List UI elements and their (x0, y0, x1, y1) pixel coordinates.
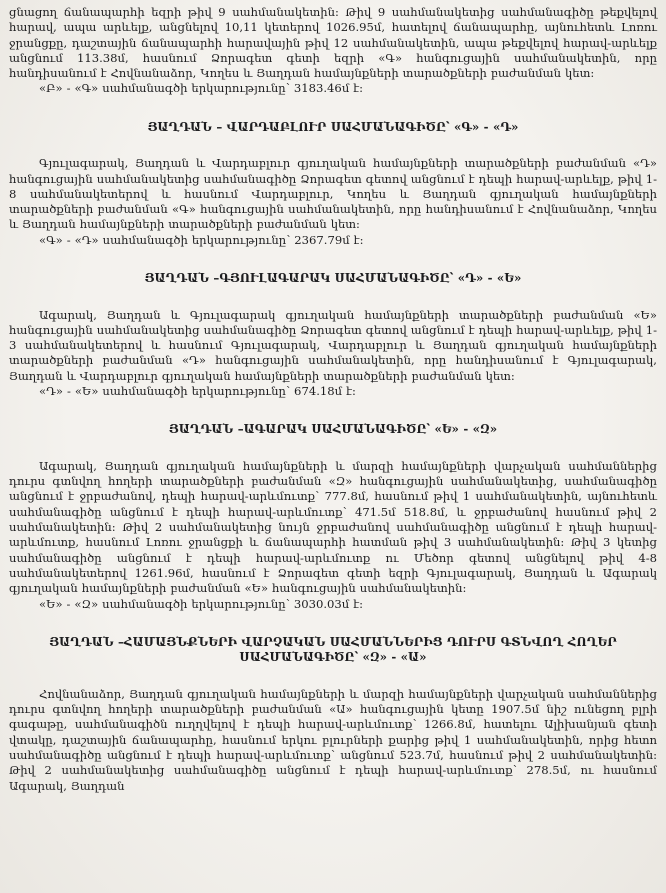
document-body (9, 5, 657, 794)
boundary-length-statement: «Դ» - «Ե» սահմանագծի երկարությունը՝ 674.18մ է: (39, 384, 356, 399)
section-heading: ՅԱՂԴԱՆ –ԳՅՈՒԼԱԳԱՐԱԿ ՍԱՀՄԱՆԱԳԻԾԸ՝ «Դ» - «Ե» (144, 271, 522, 286)
paragraph: Ագարակ, Յաղդան և Գյուլագարակ գյուղական համայնքների տարածքների բաժանման «Ե» հանգուցային սահմանակետից սահմանագիծը Ձորագետ գետով անցնում է դեպի հարավ-արևելք, թիվ 1-3 սահմանակետերով և հասնում Գյուլագարակ, Վարդաբլուր և Յաղդան գյուղական համայնքների տարածքների բաժանման «Դ» հանգուցային սահմանակետին, որը հանդիսանում է Գյուլագարակ, Յաղդան և Վարդաբլուր գյուղական համայնքների տարածքների բաժանման կետ: (9, 307, 657, 383)
section-heading: ՅԱՂԴԱՆ – ՎԱՐԴԱԲԼՈՒՐ ՍԱՀՄԱՆԱԳԻԾԸ՝ «Գ» - «Դ» (147, 119, 519, 134)
paragraph: ցնացող ճանապարհի եզրի թիվ 9 սահմանակետին: Թիվ 9 սահմանակետից սահմանագիծը թեքվելով հարավ, ապա արևելք, անցնելով 10,11 կետերով 1026.95մ, հատելով ճանապարհը, այնուհետև Լոռու ջրանցքը, դաշտային ճանապարհի հարավային թիվ 12 սահմանակետին, ապա թեքվելով հարավ-արևելք անցնում 113.38մ, հասնում Ձորագետ գետի եզրի «Գ» հանգուցային սահմանակետին, որը հանդիսանում է Հովնանաձոր, Կողես և Յաղդան համայնքների տարածքների բաժանման կետ: (9, 5, 657, 81)
boundary-length-statement: «Ե» - «Զ» սահմանագծի երկարությունը՝ 3030.03մ է: (39, 596, 364, 611)
paragraph: Ագարակ, Յաղդան գյուղական համայնքների և մարզի համայնքների վարչական սահմաններից դուրս գտնվող հողերի տարածքների բաժանման «Զ» հանգուցային սահմանակետից, սահմանագիծը անցնում է ջրբաժանով, դեպի հարավ-արևմուտք՝ 777.8մ, հասնում թիվ 1 սահմանակետին, այնուհետև սահմանագիծը անցնում է դեպի հարավ-արևմուտք՝ 471.5մ 518.8մ, և ջրբաժանով հասնում թիվ 2 սահմանակետին: Թիվ 2 սահմանակետից նույն ջրբաժանով սահմանագիծը անցնում է դեպի հարավ-արևմուտք, հասնում Լոռու ջրանցքի և ճանապարհի հատման թիվ 3 սահմանակետին: Թիվ 3 կետից սահմանագիծը անցնում է դեպի հարավ-արևմուտք ու Մեծոր գետով անցնելով թիվ 4-8 սահմանակետերով 1261.96մ, հասնում է Ձորագետ գետի եզրի Գյուլագարակ, Յաղդան և Ագարակ գյուղական համայնքների բաժանման «Ե» հանգուցային սահմանակետին: (9, 458, 657, 596)
boundary-length-statement: «Բ» - «Գ» սահմանագծի երկարությունը՝ 3183.46մ է: (39, 81, 364, 96)
section-heading: ՅԱՂԴԱՆ –ՀԱՄԱՅՆՔՆԵՐԻ ՎԱՐՉԱԿԱՆ ՍԱՀՄԱՆՆԵՐԻՑ ԴՈՒՐՍ ԳՏՆՎՈՂ ՀՈՂԵՐ ՍԱՀՄԱՆԱԳԻԾԸ՝ «Զ» - «Ա» (49, 634, 617, 665)
section-heading: ՅԱՂԴԱՆ –ԱԳԱՐԱԿ ՍԱՀՄԱՆԱԳԻԾԸ՝ «Ե» - «Զ» (168, 422, 498, 437)
paragraph: Գյուլագարակ, Յաղդան և Վարդաբլուր գյուղական համայնքների տարածքների բաժանման «Դ» հանգուցային սահմանակետից սահմանագիծը Ձորագետ գետով անցնում է դեպի հարավ-արևելք, թիվ 1-8 սահմանակետերով և հասնում Վարդաբլուր, Կողես և Յաղդան գյուղական համայնքների տարածքների բաժանման «Գ» հանգուցային սահմանակետին, որը հանդիսանում է Հովնանաձոր, Կողես և Յաղդան համայնքների տարածքների բաժանման կետ: (9, 156, 657, 232)
boundary-length-statement: «Գ» - «Դ» սահմանագծի երկարությունը՝ 2367.79մ է: (39, 232, 364, 247)
paragraph: Հովնանաձոր, Յաղդան գյուղական համայնքների և մարզի համայնքների վարչական սահմաններից դուրս գտնվող հողերի տարածքների բաժանման «Ա» հանգուցային կետը 1907.5մ նիշ ունեցող բլրի գագաթը, սահմանագիծն ուղղվելով է դեպի հարավ-արևմուտք՝ 1266.8մ, հատելու Ալիխանյան գետի վտակը, դաշտային ճանապարհը, հասնում երկու բլուրների քարից թիվ 1 սահմանակետին, որից հետո սահմանագիծը անցնում է դեպի հարավ-արևմուտք՝ անցնում 523.7մ, հասնում թիվ 2 սահմանակետին: Թիվ 2 սահմանակետից սահմանագիծը անցնում է դեպի հարավ-արևմուտք՝ 278.5մ, ու հասնում Ագարակ, Յաղդան (9, 686, 657, 793)
